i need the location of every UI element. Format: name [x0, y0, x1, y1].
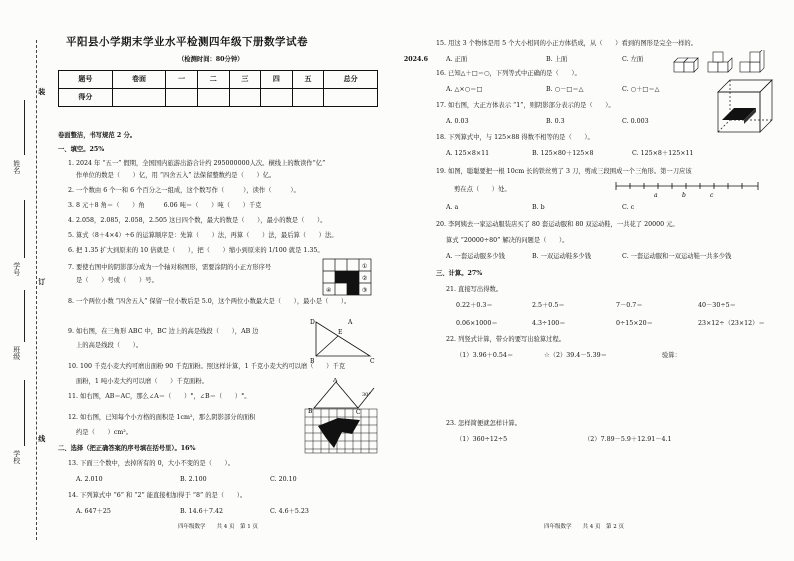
q22-check: 验算：: [662, 352, 681, 359]
q7-mark-4: ④: [326, 287, 332, 294]
score-cell[interactable]: [197, 88, 229, 106]
q19-point-b: b: [682, 192, 686, 199]
q18: 18. 下列算式中，与 125×88 得数不相等的是（ ）。: [436, 134, 594, 141]
exam-date: 2024.6: [403, 56, 428, 64]
q7-mark-1: ①: [362, 263, 368, 270]
cut-label-2: 订: [37, 278, 47, 286]
q15-option-c[interactable]: C. 左面: [622, 56, 644, 63]
q9-line1: 9. 如右图，在三角形 ABC 中，BC 边上的高是线段（ ），AB 边: [68, 328, 259, 335]
q11: 11. 如右图，AB＝AC，那么∠A＝（ ）°，∠B＝（ ）°。: [68, 393, 251, 400]
q17: 17. 如右图，大正方体表示 “1”，则阴影部分表示的是（ ）。: [436, 102, 615, 109]
left-page-footer: 四年级数学 共 4 页 第 1 页: [178, 524, 258, 530]
fig11-label-b: B: [308, 408, 313, 414]
exam-title: 平阳县小学期末学业水平检测四年级下册数学试卷: [66, 36, 308, 48]
binding-strip: [8, 40, 54, 540]
q18-option-a[interactable]: A. 125×8×11: [446, 150, 490, 157]
q8: 8. 一个两位小数 “四舍五入” 保留一位小数后是 5.0，这个两位小数最大是（ ），最小是（ ）。: [68, 298, 351, 305]
q17-option-b[interactable]: B. 0.3: [546, 118, 565, 125]
score-cell[interactable]: [292, 88, 324, 106]
q13: 13. 下面三个数中，去掉所有的 0，大小不变的是（ ）。: [68, 460, 234, 467]
q22: 22. 列竖式计算，带☆的要写出验算过程。: [446, 336, 566, 343]
q23-part-2: （2）7.89－5.9＋12.91－4.1: [584, 436, 672, 443]
right-page: [436, 36, 776, 556]
score-col: 一: [166, 70, 198, 88]
exam-time: （检测时间：80分钟）: [178, 56, 244, 64]
q14: 14. 下列算式中 “6” 和 “2” 能直接相加得于 “8” 的是（ ）。: [68, 492, 247, 499]
score-table: [58, 70, 378, 107]
fig11-label-a: A: [333, 378, 338, 384]
score-cell[interactable]: [229, 88, 261, 106]
q19-point-c: c: [710, 192, 714, 199]
fig9-label-b: B: [310, 358, 315, 365]
q20-option-a[interactable]: A. 一套运动服多少钱: [446, 253, 505, 260]
q16-option-c[interactable]: C. ○＋□＝△: [622, 86, 660, 93]
q13-option-c[interactable]: C. 20.10: [270, 476, 297, 483]
name-field[interactable]: [24, 100, 26, 155]
q7-mark-2: ②: [362, 275, 368, 282]
q17-cube-figure: [716, 78, 776, 134]
calc-1-3: 7－0.7＝: [616, 302, 643, 309]
section-1-heading: 一、填空。25%: [58, 146, 105, 153]
left-page: [58, 36, 428, 556]
q13-option-b[interactable]: B. 2.100: [180, 476, 207, 483]
q7-grid-figure: [322, 258, 372, 298]
q16-option-b[interactable]: B. ○－□＝△: [546, 86, 584, 93]
calc-1-1: 0.22＋0.3＝: [456, 302, 493, 309]
score-col: 三: [229, 70, 261, 88]
score-row-label: 得分: [59, 88, 113, 106]
q23: 23. 怎样简便就怎样计算。: [446, 420, 521, 427]
q12-grid-figure: [304, 408, 380, 456]
calc-1-4: 40－30÷5＝: [698, 302, 736, 309]
school-field[interactable]: [24, 380, 26, 446]
q19-point-a: a: [654, 192, 658, 199]
calc-2-1: 0.06×1000＝: [456, 320, 498, 327]
score-col: 二: [197, 70, 229, 88]
q12-line2: 约是（ ）cm²。: [76, 429, 133, 436]
neatness-note: 卷面整洁，书写规范 2 分。: [58, 132, 137, 139]
score-cell[interactable]: [112, 88, 166, 106]
q22-part-1: （1）3.96＋0.54＝: [456, 352, 514, 359]
q14-option-c[interactable]: C. 4.6＋5.23: [270, 508, 309, 515]
right-page-footer: 四年级数学 共 4 页 第 2 页: [544, 524, 624, 530]
fig9-label-c: C: [370, 358, 375, 365]
q12-line1: 12. 如右图，已知每个小方格的面积是 1cm²，那么阴影部分的面积: [68, 414, 256, 421]
cut-label-1: 装: [37, 88, 47, 96]
school-label: 学校: [12, 450, 21, 464]
score-cell[interactable]: [324, 88, 378, 106]
q1-line1: 1. 2024 年 “五一” 假期，全国国内旅游出游合计约 295000000人次。横线上的数读作“亿”: [68, 160, 326, 167]
cut-line: [36, 40, 37, 540]
q18-option-b[interactable]: B. 125×80＋125×8: [532, 150, 594, 157]
q22-part-2: ☆（2）39.4－5.39＝: [544, 352, 607, 359]
calc-2-2: 4.3÷100＝: [532, 320, 566, 327]
q6: 6. 把 1.35 扩大到原来的 10 倍就是（ ），把（ ）缩小到原来的 1/100 就是 1.35。: [68, 247, 324, 254]
q16-option-a[interactable]: A. △×○＝□: [446, 86, 483, 93]
q18-option-c[interactable]: C. 125×8＋125×11: [632, 150, 694, 157]
q5: 5. 算式（8＋4×4）÷6 的运算顺序是：先算（ ）法，再算（ ）法，最后算（ ）法。: [68, 232, 338, 239]
q3: 3. 8 元＋8 角＝（ ）角 6.06 吨＝（ ）吨（ ）千克: [68, 202, 262, 209]
calc-2-3: 0÷15×20＝: [616, 320, 653, 327]
q20-line2: 算式 “20000÷80” 解决的问题是（ ）。: [446, 237, 569, 244]
section-3-heading: 三、计算。27%: [436, 270, 483, 277]
q19-line1: 19. 如图，聪聪要把一根 10cm 长的铁丝剪了 3 刀，剪成三段围成一个三角形。第一刀应该: [436, 168, 692, 175]
q20-option-c[interactable]: C. 一套运动服和一双运动鞋一共多少钱: [622, 253, 732, 260]
q19-option-b[interactable]: B. b: [532, 204, 545, 211]
q7-mark-3: ③: [362, 287, 368, 294]
score-header-row: [59, 70, 378, 88]
q20-line1: 20. 李阿姨去一家运动服装店买了 80 套运动服和 80 双运动鞋，一共花了 20000 元。: [436, 221, 679, 228]
q21: 21. 直接写出得数。: [446, 286, 503, 293]
q2: 2. 一个数由 6 个一和 6 个百分之一组成，这个数写作（ ），读作（ ）。: [68, 187, 300, 194]
q4: 4. 2.058，2.085，2.058，2.505 这日四个数，最大的数是（ ），最小的数是（ ）。: [68, 217, 327, 224]
fig11-angle: 30°: [362, 392, 371, 398]
score-col: 卷面: [112, 70, 166, 88]
q10-line1: 10. 100 千克小麦大约可磨出面粉 90 千克面粉。照这样计算，1 千克小麦大约可以磨（ ）千克: [68, 363, 346, 370]
student-id-label: 学号: [12, 262, 21, 276]
name-label: 姓名: [12, 160, 21, 174]
fig9-label-d: D: [310, 319, 315, 326]
q13-option-a[interactable]: A. 2.010: [76, 476, 103, 483]
q19-option-c[interactable]: C. c: [622, 204, 635, 211]
q7-line1: 7. 要使右图中的阴影部分成为一个轴对称图形，需要涂阴的小正方形序号: [68, 264, 272, 271]
q1-line2: 作单位的数是（ ）亿，用 “四舍五入” 法保留整数约是（ ）亿。: [76, 172, 276, 179]
q19-wire-figure: [612, 176, 762, 200]
q7-line2: 是（ ）号或（ ）号。: [76, 277, 158, 284]
q15-option-a[interactable]: A. 正面: [446, 56, 468, 63]
calc-2-4: 23×12÷（23×12）＝: [698, 320, 765, 327]
q15-option-b[interactable]: B. 上面: [546, 56, 568, 63]
score-cell[interactable]: [166, 88, 198, 106]
q14-option-b[interactable]: B. 14.6＋7.42: [180, 508, 223, 515]
q15-cubes-figure: [672, 50, 770, 80]
q14-option-a[interactable]: A. 647＋25: [76, 508, 111, 515]
q17-option-c[interactable]: C. 0.003: [622, 118, 649, 125]
score-cell[interactable]: [261, 88, 293, 106]
fig9-label-e: E: [338, 329, 343, 336]
q9-triangle-figure: [308, 316, 378, 366]
q19-line2: 剪在点（ ）处。: [454, 186, 511, 193]
q10-line2: 面粉，1 吨小麦大约可以磨（ ）千克面粉。: [76, 378, 208, 385]
q19-option-a[interactable]: A. a: [446, 204, 459, 211]
exam-subtitle: [178, 56, 428, 64]
section-2-heading: 二、选择（把正确答案的序号填在括号里）。16%: [58, 445, 196, 452]
score-col: 题号: [59, 70, 113, 88]
score-col: 总分: [324, 70, 378, 88]
q17-option-a[interactable]: A. 0.03: [446, 118, 469, 125]
q23-part-1: （1）360÷12÷5: [456, 436, 508, 443]
calc-1-2: 2.5＋0.5＝: [532, 302, 565, 309]
cut-label-3: 线: [37, 435, 47, 443]
score-col: 五: [292, 70, 324, 88]
score-value-row: [59, 88, 378, 106]
fig9-label-a: A: [348, 319, 353, 326]
q20-option-b[interactable]: B. 一双运动鞋多少钱: [532, 253, 592, 260]
q15: 15. 用这 3 个物体是用 5 个大小相同的小正方体搭成，从（ ）看到的图形是完全一样的。: [436, 40, 698, 47]
score-col: 四: [261, 70, 293, 88]
student-id-field[interactable]: [24, 200, 26, 258]
fig11-label-c: C: [356, 409, 361, 414]
q16: 16. 已知△＋□＝○，下列等式中正确的是（ ）。: [436, 70, 581, 77]
class-label: 班级: [12, 346, 21, 360]
q9-line2: 上的高是线段（ ）。: [76, 342, 143, 349]
class-field[interactable]: [24, 290, 26, 342]
